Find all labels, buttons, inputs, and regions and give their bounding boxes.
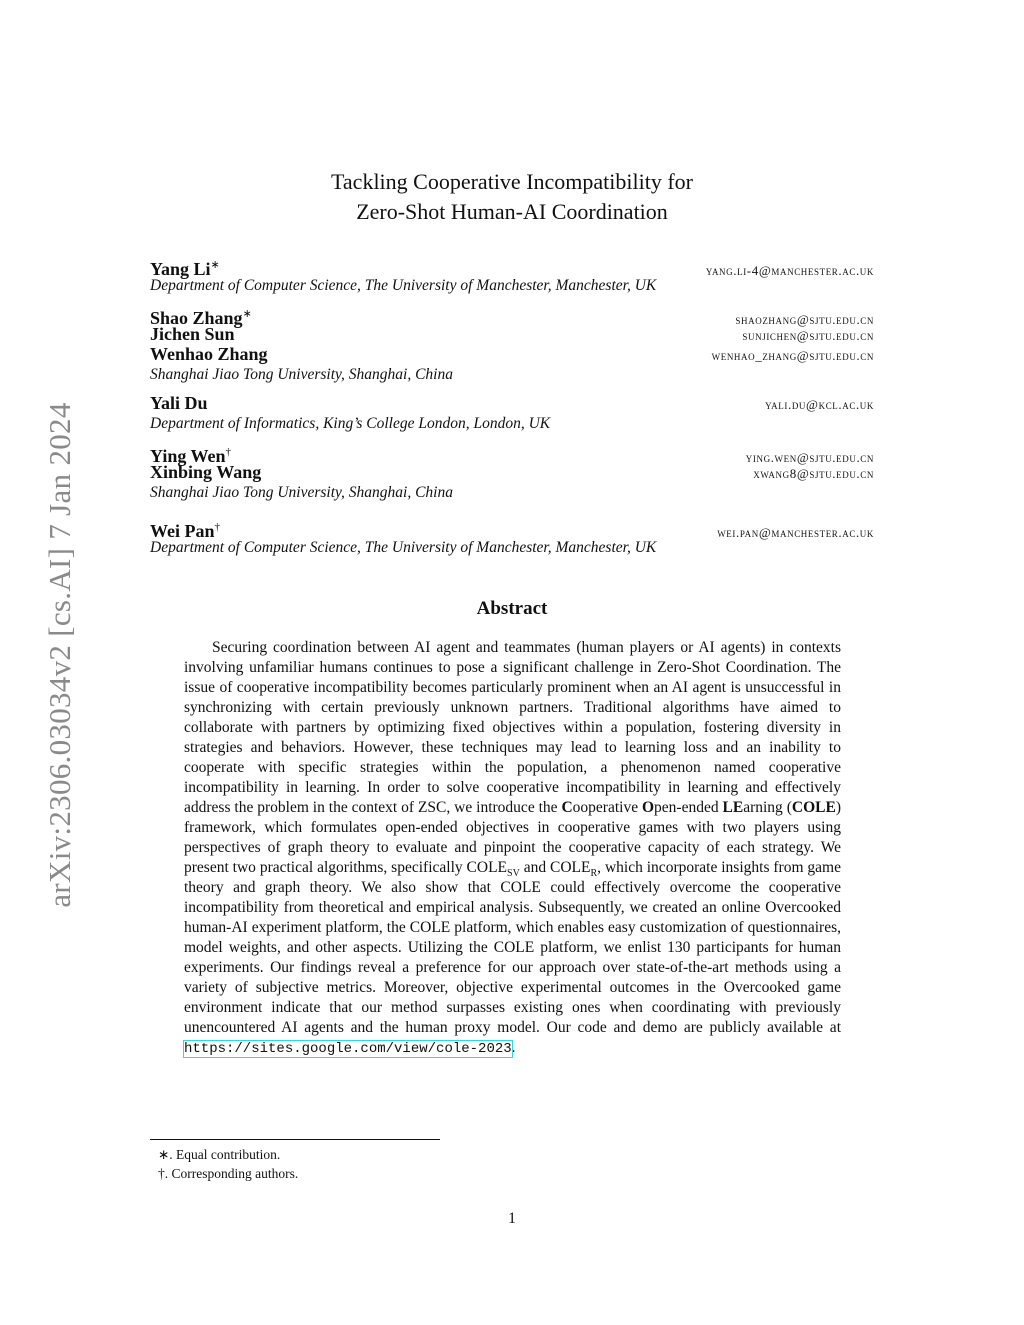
- author-email[interactable]: yang.li-4@manchester.ac.uk: [705, 263, 874, 278]
- footnote-divider: [150, 1139, 440, 1140]
- affiliation: Shanghai Jiao Tong University, Shanghai, China: [150, 484, 453, 501]
- arxiv-id: arXiv:2306.03034v2 [cs.AI] 7 Jan 2024: [42, 402, 77, 908]
- title-line-2: Zero-Shot Human-AI Coordination: [356, 199, 668, 224]
- author-group-5: [150, 517, 874, 558]
- affiliation: Department of Computer Science, The University of Manchester, Manchester, UK: [150, 277, 657, 294]
- page-number: 1: [508, 1210, 516, 1227]
- abstract-heading: Abstract: [476, 598, 548, 619]
- author-row: [150, 393, 874, 413]
- author-group-2: [150, 304, 874, 385]
- footnote-corresponding-authors: †. Corresponding authors.: [158, 1166, 299, 1181]
- author-email[interactable]: shaozhang@sjtu.edu.cn: [735, 312, 874, 327]
- footnotes: [158, 1145, 298, 1183]
- author-row: [150, 517, 874, 541]
- author-group-3: [150, 393, 874, 434]
- author-email[interactable]: wei.pan@manchester.ac.uk: [717, 525, 874, 540]
- author-row: [150, 462, 874, 482]
- author-email[interactable]: yali.du@kcl.ac.uk: [765, 397, 874, 412]
- project-url-link[interactable]: https://sites.google.com/view/cole-2023: [184, 1041, 512, 1057]
- author-name: Shao Zhang∗: [150, 308, 252, 328]
- author-name: Jichen Sun: [150, 324, 235, 344]
- affiliation: Department of Informatics, King’s College London, London, UK: [150, 415, 551, 432]
- author-name: Ying Wen†: [150, 446, 232, 466]
- affiliation: Shanghai Jiao Tong University, Shanghai, China: [150, 366, 453, 383]
- title-line-1: Tackling Cooperative Incompatibility for: [331, 169, 693, 194]
- author-email[interactable]: sunjichen@sjtu.edu.cn: [742, 328, 874, 343]
- author-block: [150, 255, 874, 566]
- author-row: [150, 304, 874, 328]
- author-name: Xinbing Wang: [150, 462, 262, 482]
- author-row: [150, 442, 874, 466]
- abstract-body: Securing coordination between AI agent and teammates (human players or AI agents) in contexts involving unfamiliar humans continues to pose a significant challenge in Zero-Shot Coordination. The issue of cooperative incompatibility becomes particularly prominent when an AI agent is unsuccessful in synchronizing with certain previously unknown partners. Traditional algorithms have aimed to collaborate with partners by optimizing fixed objectives within a population, fostering diversity in strategies and behaviors. However, these techniques may lead to learning loss and an inability to cooperate with specific strategies within the population, a phenomenon named cooperative incompatibility in learning. In order to solve cooperative incompatibility in learning and effectively address the problem in the context of ZSC, we introduce the Cooperative Open-ended LEarning (COLE) framework, which formulates open-ended objectives in cooperative games with two players using perspectives of graph theory to evaluate and pinpoint the cooperative capacity of each strategy. We present two practical algorithms, specifically $COLE_{SV}$ and $COLE_R$, which incorporate insights from game theory and graph theory. We also show that COLE could effectively overcome the cooperative incompatibility from theoretical and empirical analysis. Subsequently, we created an online Overcooked human-AI experiment platform, the COLE platform, which enables easy customization of questionnaires, model weights, and other aspects. Utilizing the COLE platform, we enlist 130 participants for human experiments. Our findings reveal a preference for our approach over state-of-the-art methods using a variety of subjective metrics. Moreover, objective experimental outcomes in the Overcooked game environment indicate that our method surpasses existing ones when coordinating with previously unencountered AI agents and the human proxy model. Our code and demo are publicly available at https://sites.google.com/view/cole-2023.: [184, 639, 841, 1057]
- arxiv-sidebar-stamp: [42, 380, 78, 930]
- author-group-1: [150, 255, 874, 296]
- author-group-4: [150, 442, 874, 503]
- author-row: [150, 255, 874, 279]
- author-name: Yali Du: [150, 393, 208, 413]
- author-row: [150, 344, 874, 364]
- author-name: Wei Pan†: [150, 521, 221, 541]
- paper-title: [150, 167, 874, 227]
- footnote-equal-contribution: ∗. Equal contribution.: [158, 1147, 281, 1162]
- affiliation: Department of Computer Science, The University of Manchester, Manchester, UK: [150, 539, 657, 556]
- author-email[interactable]: wenhao_zhang@sjtu.edu.cn: [711, 348, 874, 363]
- author-row: [150, 324, 874, 344]
- author-name: Yang Li∗: [150, 259, 220, 279]
- author-email[interactable]: ying.wen@sjtu.edu.cn: [745, 450, 874, 465]
- author-email[interactable]: xwang8@sjtu.edu.cn: [753, 466, 874, 481]
- author-name: Wenhao Zhang: [150, 344, 268, 364]
